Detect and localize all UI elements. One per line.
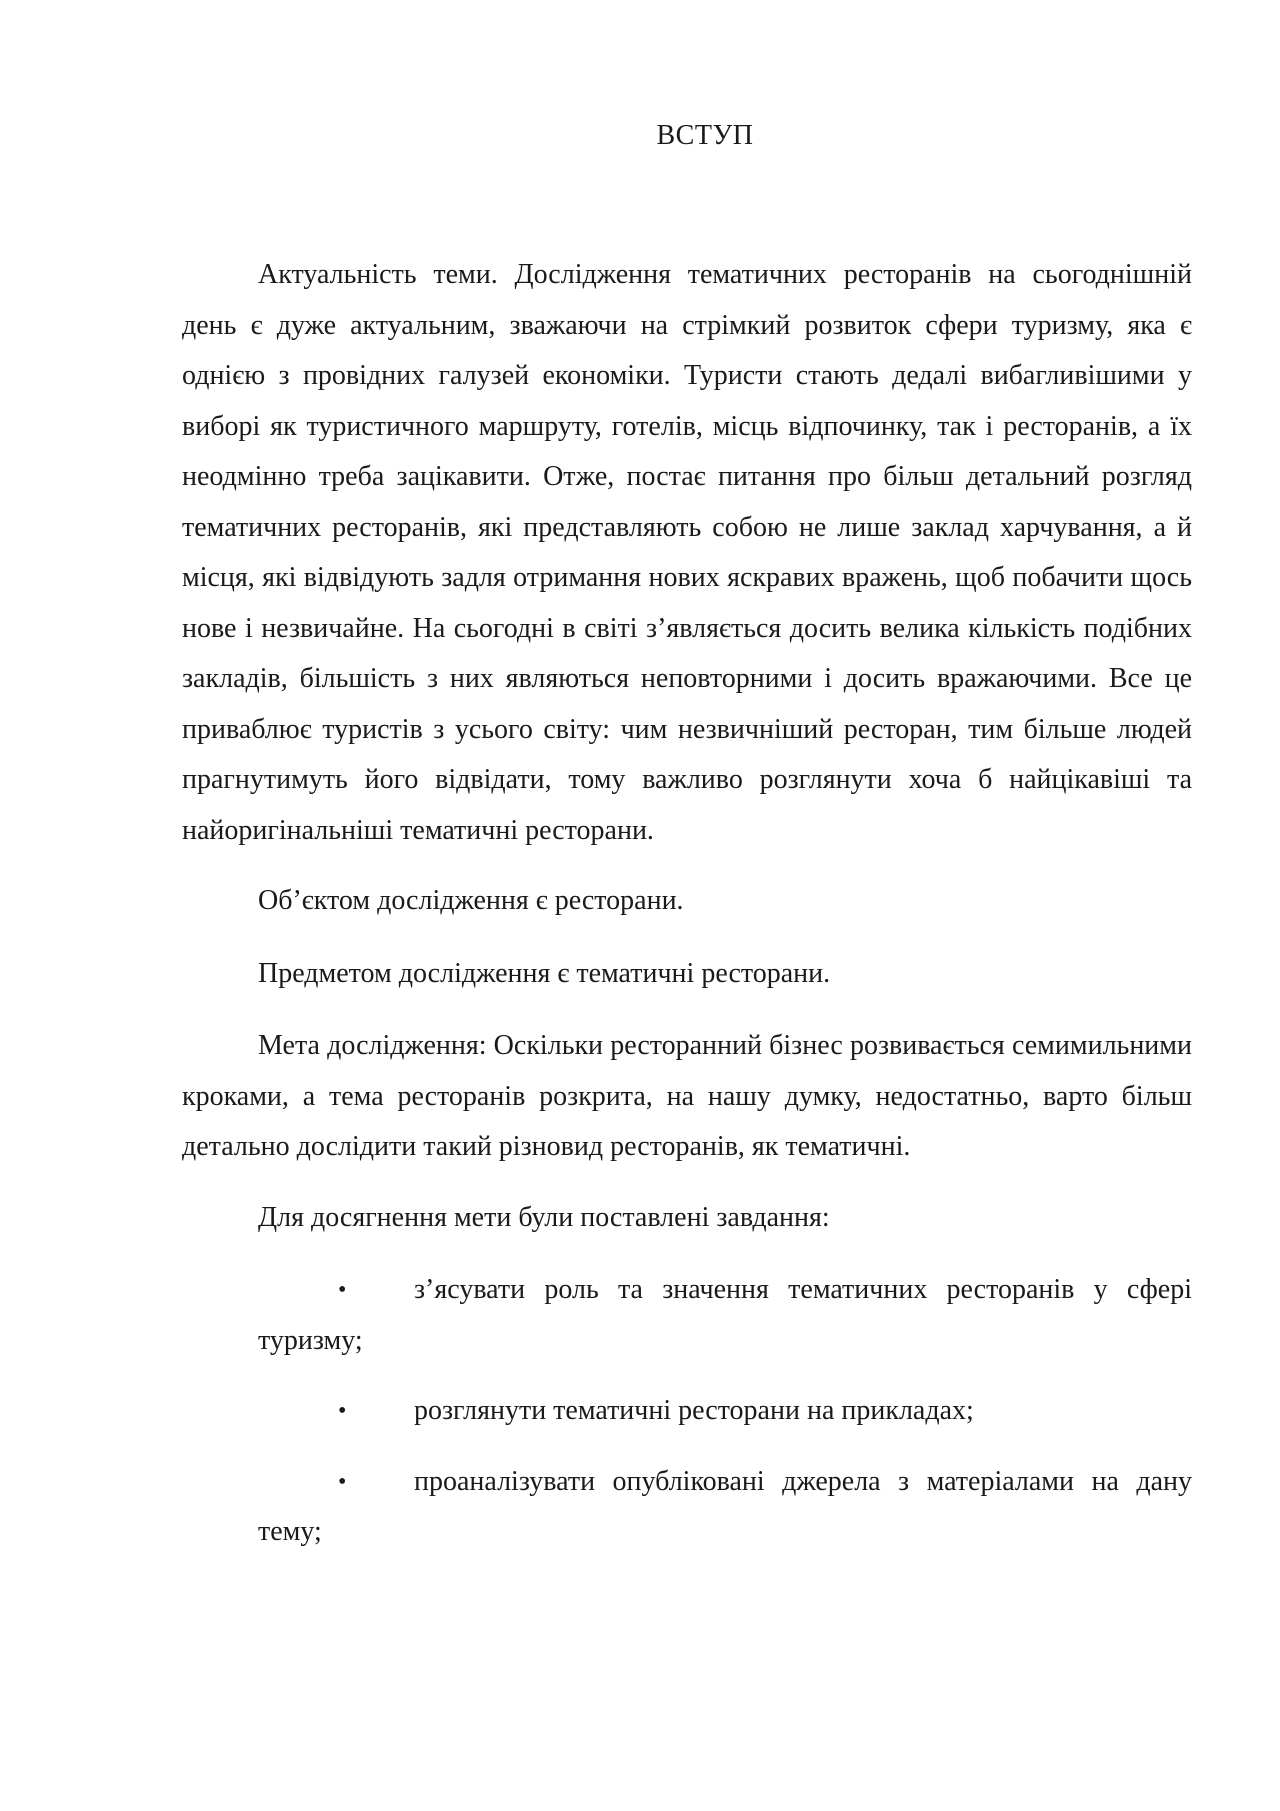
- page-title: ВСТУП: [656, 120, 754, 151]
- task-text: проаналізувати опубліковані джерела з матеріалами на дану тему;: [258, 1465, 1192, 1547]
- bullet-icon: •: [338, 1398, 347, 1424]
- bullet-icon: •: [338, 1468, 347, 1495]
- relevance-paragraph: Актуальність теми. Дослідження тематичних ресторанів на сьогоднішній день є дуже актуальним, зважаючи на стрімкий розвиток сфери туризму, яка є однією з провідних галузей економіки. Туристи стають дедалі вибагливішими у виборі як туристичного маршруту, готелів, місць відпочинку, так і ресторанів, а їх неодмінно треба зацікавити. Отже, постає питання про більш детальний розгляд тематичних ресторанів, які представляють собою не лише заклад харчування, а й місця, які відвідують задля отримання нових яскравих вражень, щоб побачити щось нове і незвичайне. На сьогодні в світі з’являється досить велика кількість подібних закладів, більшість з них являються неповторними і досить вражаючими. Все це приваблює туристів з усього світу: чим незвичніший ресторан, тим більше людей прагнутимуть його відвідати, тому важливо розглянути хоча б найцікавіші та найоригінальніші тематичні ресторани.: [182, 259, 1192, 846]
- list-item: [258, 1265, 1192, 1366]
- task-text: розглянути тематичні ресторани на прикладах;: [414, 1395, 974, 1426]
- bullet-icon: •: [338, 1277, 347, 1303]
- task-text: з’ясувати роль та значення тематичних ресторанів у сфері туризму;: [258, 1274, 1192, 1356]
- list-item: [258, 1457, 1192, 1558]
- subject-paragraph: Предметом дослідження є тематичні ресторани.: [258, 957, 831, 989]
- document-body: [182, 250, 1192, 1578]
- tasks-intro-paragraph: Для досягнення мети були поставлені завдання:: [258, 1201, 830, 1233]
- list-item: [258, 1386, 1192, 1437]
- object-paragraph: Об’єктом дослідження є ресторани.: [258, 885, 684, 916]
- goal-paragraph: Мета дослідження: Оскільки ресторанний бізнес розвивається семимильними кроками, а тема ресторанів розкрита, на нашу думку, недостатньо, варто більш детально дослідити такий різновид ресторанів, як тематичні.: [182, 1030, 1192, 1162]
- task-list: [182, 1265, 1192, 1558]
